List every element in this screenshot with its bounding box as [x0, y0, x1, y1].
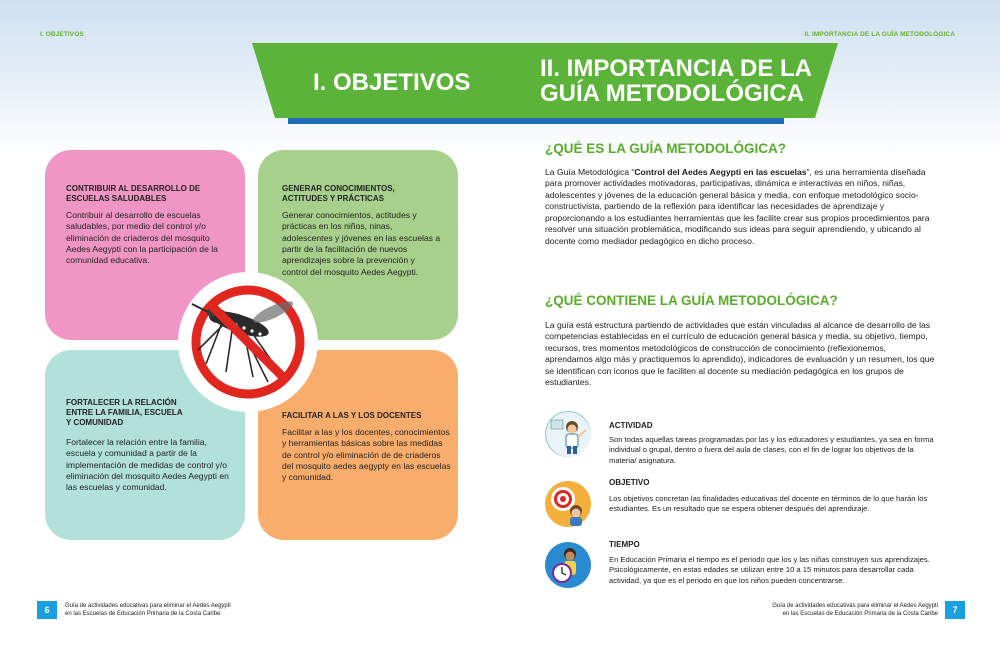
objective-heading-line: Y COMUNIDAD	[66, 418, 124, 427]
item-text-time: En Educación Primaria el tiempo es el periodo que los y las niñas construyen sus aprendizajes. Psicológicamente, en estas edades se utilizan entre 10 a 15 minutos para desarrollar cada actividad, ya que es el periodo en que los niños pueden concentrarse.	[609, 555, 930, 585]
objective-heading-line: GENERAR CONOCIMIENTOS,	[282, 184, 395, 193]
title-banner	[0, 0, 1000, 130]
objective-body-family: Fortalecer la relación entre la familia, escuela y comunidad a partir de la implementación de medidas de control y/o eliminación del mosquito Aedes Aegypti en las escuelas y comunidad.	[66, 437, 229, 493]
left-section-tag: I. OBJETIVOS	[40, 31, 84, 38]
objective-body-teachers: Facilitar a las y los docentes, conocimientos y herramientas básicas sobre las medidas de control y/o eliminación de de criaderos del mosquito aedes aegypty en las escuelas y comunidad.	[282, 427, 451, 483]
objective-heading-schools	[66, 184, 226, 204]
item-title-time: TIEMPO	[609, 540, 640, 549]
footer-line: Guía de actividades educativas para eliminar el Aedes Aegypti	[772, 603, 938, 609]
target-icon	[545, 481, 591, 527]
guide-name-bold: Control del Aedes Aegypti en las escuelas	[634, 167, 807, 177]
banner-right-title-line2: GUÍA METODOLÓGICA	[540, 80, 804, 108]
footer-left-text	[65, 603, 231, 618]
objective-heading-line: ACTITUDES Y PRÁCTICAS	[282, 194, 384, 203]
contents-paragraph: La guía está estructura partiendo de actividades que están vinculadas al alcance de desarrollo de las competencias establecidas en el currículo de educación general básica y media, su objetivo, tiempo, recursos, tres momentos metodológicos de construcción de conocimiento (reflexionemos, aprendamos algo más y practiquemos lo aprendido), indicadores de evaluación y un resumen, los que se identifican con iconos que le faciliten al docente su mediación pedagógica en los grupos de estudiantes.	[545, 320, 935, 388]
what-is-rest: ”, es una herramienta diseñada para promover actividades motivadoras, participativas, dinámica e interactivas en niños, niñas, adolescentes y jóvenes de la educación general básica y media, con enfoque metodológico socio-constructivista, partiendo de la reflexión para identificar las necesidades de aprendizaje y proporcionando a los estudiantes herramientas que les facilite crear sus propios procedimientos para resolver una situación problemática, modificando sus ideas para seguir aprendiendo, y ubicando al docente como mediador pedagógico en dicho proceso.	[545, 167, 930, 246]
footer-line: en las Escuelas de Educación Primaria de la Costa Caribe	[782, 610, 938, 617]
item-text-objective: Los objetivos concretan las finalidades educativas del docente en términos de lo que harán los estudiantes. Es un resultado que se espera obtener después del aprendizaje.	[609, 494, 928, 514]
objective-body-knowledge: Generar conocimientos, actitudes y prácticas en los niños, ninas, adolescentes y jóvenes en las escuelas a partir de la facilitación de nuevos aprendizajes sobre la prevención y control del mosquito Aedes Aegypti.	[282, 210, 441, 277]
objective-heading-line: CONTRIBUIR AL DESARROLLO DE	[66, 184, 201, 193]
objective-heading-line: ESCUELAS SALUDABLES	[66, 194, 167, 203]
footer-line: Guía de actividades educativas para eliminar el Aedes Aegypti	[65, 603, 231, 609]
objective-heading-line: ENTRE LA FAMILIA, ESCUELA	[66, 408, 183, 417]
right-section-tag: II. IMPORTANCIA DE LA GUÍA METODOLÓGICA	[804, 31, 955, 38]
banner-shape	[0, 0, 1000, 130]
section-heading-contents: ¿QUÉ CONTIENE LA GUÍA METODOLÓGICA?	[545, 293, 838, 308]
what-is-paragraph	[545, 167, 935, 247]
page-number-right: 7	[945, 601, 965, 619]
banner-right-title-line1: II. IMPORTANCIA DE LA	[540, 55, 812, 82]
footer-line: en las Escuelas de Educación Primaria de la Costa Caribe	[65, 610, 221, 617]
what-is-intro: La Guía Metodológica “	[545, 167, 635, 177]
objective-heading-knowledge	[282, 184, 442, 204]
item-title-objective: OBJETIVO	[609, 478, 650, 487]
objective-body-schools: Contribuir al desarrollo de escuelas saludables, por medio del control y/o eliminación de criaderos del mosquito Aedes Aegypti con la participación de la comunidad educativa.	[66, 210, 218, 266]
objective-heading-teachers: FACILITAR A LAS Y LOS DOCENTES	[282, 411, 422, 420]
footer-right-text	[772, 603, 938, 618]
banner-left-title: I. OBJETIVOS	[313, 69, 471, 96]
activity-icon	[545, 411, 591, 457]
item-title-activity: ACTIVIDAD	[609, 421, 653, 430]
section-heading-what-is: ¿QUÉ ES LA GUÍA METODOLÓGICA?	[545, 141, 787, 156]
page-number-left: 6	[37, 601, 57, 619]
no-mosquito-icon	[178, 272, 318, 412]
clock-icon	[545, 542, 591, 588]
item-text-activity: Son todas aquellas tareas programadas por las y los educadores y estudiantes, ya sea en forma individual o grupal, dentro o fuera del aula de clases, con el fin de lograr los objetivos de la materia/ asignatura.	[609, 435, 934, 465]
banner-right-title	[540, 56, 812, 106]
objective-heading-line: FORTALECER LA RELACIÓN	[66, 398, 177, 407]
